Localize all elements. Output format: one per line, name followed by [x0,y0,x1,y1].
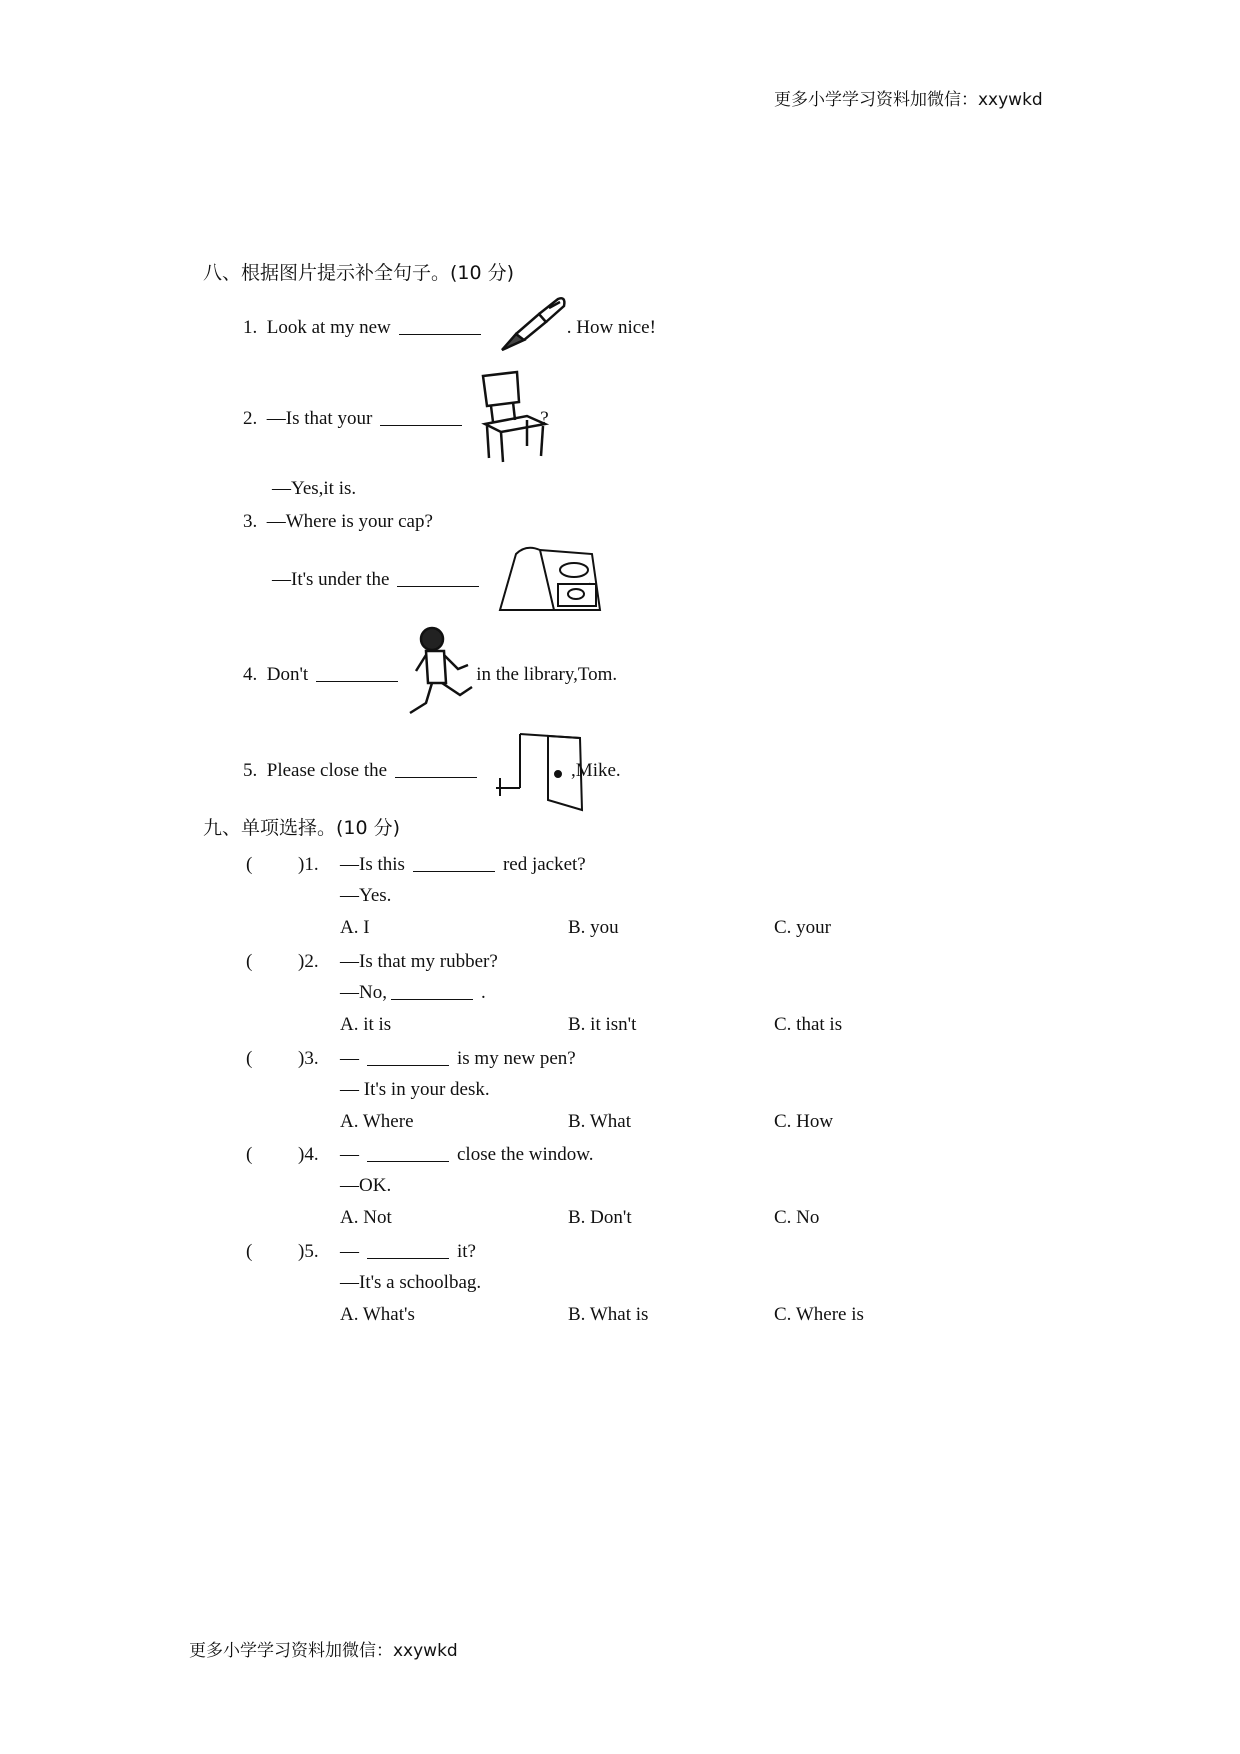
option-text: A. I [340,917,370,938]
chair-icon [479,370,553,464]
question-number [298,1049,319,1068]
reply-text: —No, [340,982,387,1003]
pen-icon [494,294,572,356]
option-text: B. it isn't [568,1014,637,1035]
question-num: )3. [298,1048,319,1069]
reply-line [340,1176,391,1195]
item-text-after: . [587,569,593,590]
question-text-after: close the window. [457,1144,594,1165]
question-text: — [340,1048,359,1069]
option-b [568,1112,631,1131]
section-9-heading: 九、单项选择。(10 分) [203,817,401,839]
schoolbag-icon [496,544,604,616]
option-text: B. you [568,917,619,938]
answer-blank[interactable] [380,424,462,426]
answer-paren[interactable]: ( [246,854,253,875]
item-num: 5. [243,760,258,781]
item-text-after: . How nice! [566,317,656,338]
reply-after: . [480,982,486,1003]
answer-blank[interactable] [399,333,481,335]
reply-line [340,983,486,1002]
item-text: Look at my new [266,317,391,338]
reply-text: —OK. [340,1175,392,1196]
watermark-top: 更多小学学习资料加微信：xxywkd [774,90,1043,110]
option-b [568,918,619,937]
answer-bracket [246,952,252,971]
reply-text: — It's in your desk. [340,1079,490,1100]
answer-paren[interactable]: ( [246,1144,253,1165]
running-boy-icon [402,625,480,721]
answer-blank[interactable] [391,998,473,1000]
question-number [298,1242,319,1261]
s8-item-1 [243,318,656,337]
item-num: 4. [243,664,258,685]
question-number [298,952,319,971]
question-num: )5. [298,1241,319,1262]
answer-blank[interactable] [367,1064,449,1066]
answer-paren[interactable]: ( [246,951,253,972]
item-text: —Is that your [266,408,373,429]
answer-bracket [246,1049,252,1068]
answer-paren[interactable]: ( [246,1241,253,1262]
answer-blank[interactable] [367,1257,449,1259]
question-number [298,855,319,874]
item-num: 1. [243,317,258,338]
item-num: 3. [243,511,258,532]
question-text-after: it? [457,1241,476,1262]
door-icon [496,730,588,812]
section-8-heading: 八、根据图片提示补全句子。(10 分) [203,262,515,284]
option-a [340,1208,392,1227]
option-text: C. No [774,1207,820,1228]
option-text: A. What's [340,1304,415,1325]
option-text: C. that is [774,1014,843,1035]
item-text-after: ? [540,408,549,429]
item-text: —It's under the [272,569,390,590]
answer-bracket [246,855,252,874]
reply-text: —Yes. [340,885,392,906]
reply-text: —It's a schoolbag. [340,1272,482,1293]
option-a [340,1305,415,1324]
option-c [774,1015,842,1034]
option-c [774,1305,864,1324]
s8-item-3 [243,512,433,531]
option-a [340,1015,391,1034]
question-num: )2. [298,951,319,972]
option-b [568,1305,648,1324]
item-text-after: ,Mike. [571,760,621,781]
option-text: B. Don't [568,1207,632,1228]
option-text: A. Not [340,1207,392,1228]
answer-paren[interactable]: ( [246,1048,253,1069]
option-text: C. How [774,1111,834,1132]
answer-blank[interactable] [397,585,479,587]
question-text-after: is my new pen? [457,1048,576,1069]
option-b [568,1015,636,1034]
question-line [340,952,498,971]
option-b [568,1208,632,1227]
option-c [774,918,831,937]
item-question: —Where is your cap? [266,511,433,532]
question-line [340,1049,576,1068]
item-num: 2. [243,408,258,429]
option-c [774,1208,819,1227]
option-text: A. it is [340,1014,392,1035]
question-line [340,1145,594,1164]
reply-line [340,1080,490,1099]
question-text: — [340,1241,359,1262]
answer-blank[interactable] [395,776,477,778]
question-number [298,1145,319,1164]
question-line [340,855,586,874]
question-text: — [340,1144,359,1165]
option-text: C. your [774,917,831,938]
option-text: B. What is [568,1304,649,1325]
answer-blank[interactable] [413,870,495,872]
question-text: —Is that my rubber? [340,951,498,972]
answer-bracket [246,1242,252,1261]
item-text-after: in the library,Tom. [476,664,618,685]
option-text: B. What [568,1111,631,1132]
answer-bracket [246,1145,252,1164]
reply-line [340,1273,481,1292]
item-text: Don't [266,664,309,685]
s8-item-2-answer: —Yes,it is. [272,478,357,499]
item-text: Please close the [266,760,388,781]
option-a [340,918,370,937]
question-text-after: red jacket? [502,854,586,875]
answer-blank[interactable] [367,1160,449,1162]
question-line [340,1242,476,1261]
watermark-bottom: 更多小学学习资料加微信：xxywkd [189,1641,458,1661]
option-text: A. Where [340,1111,414,1132]
answer-blank[interactable] [316,680,398,682]
reply-line [340,886,391,905]
question-num: )4. [298,1144,319,1165]
option-text: C. Where is [774,1304,864,1325]
option-a [340,1112,414,1131]
option-c [774,1112,833,1131]
question-text: —Is this [340,854,405,875]
question-num: )1. [298,854,319,875]
